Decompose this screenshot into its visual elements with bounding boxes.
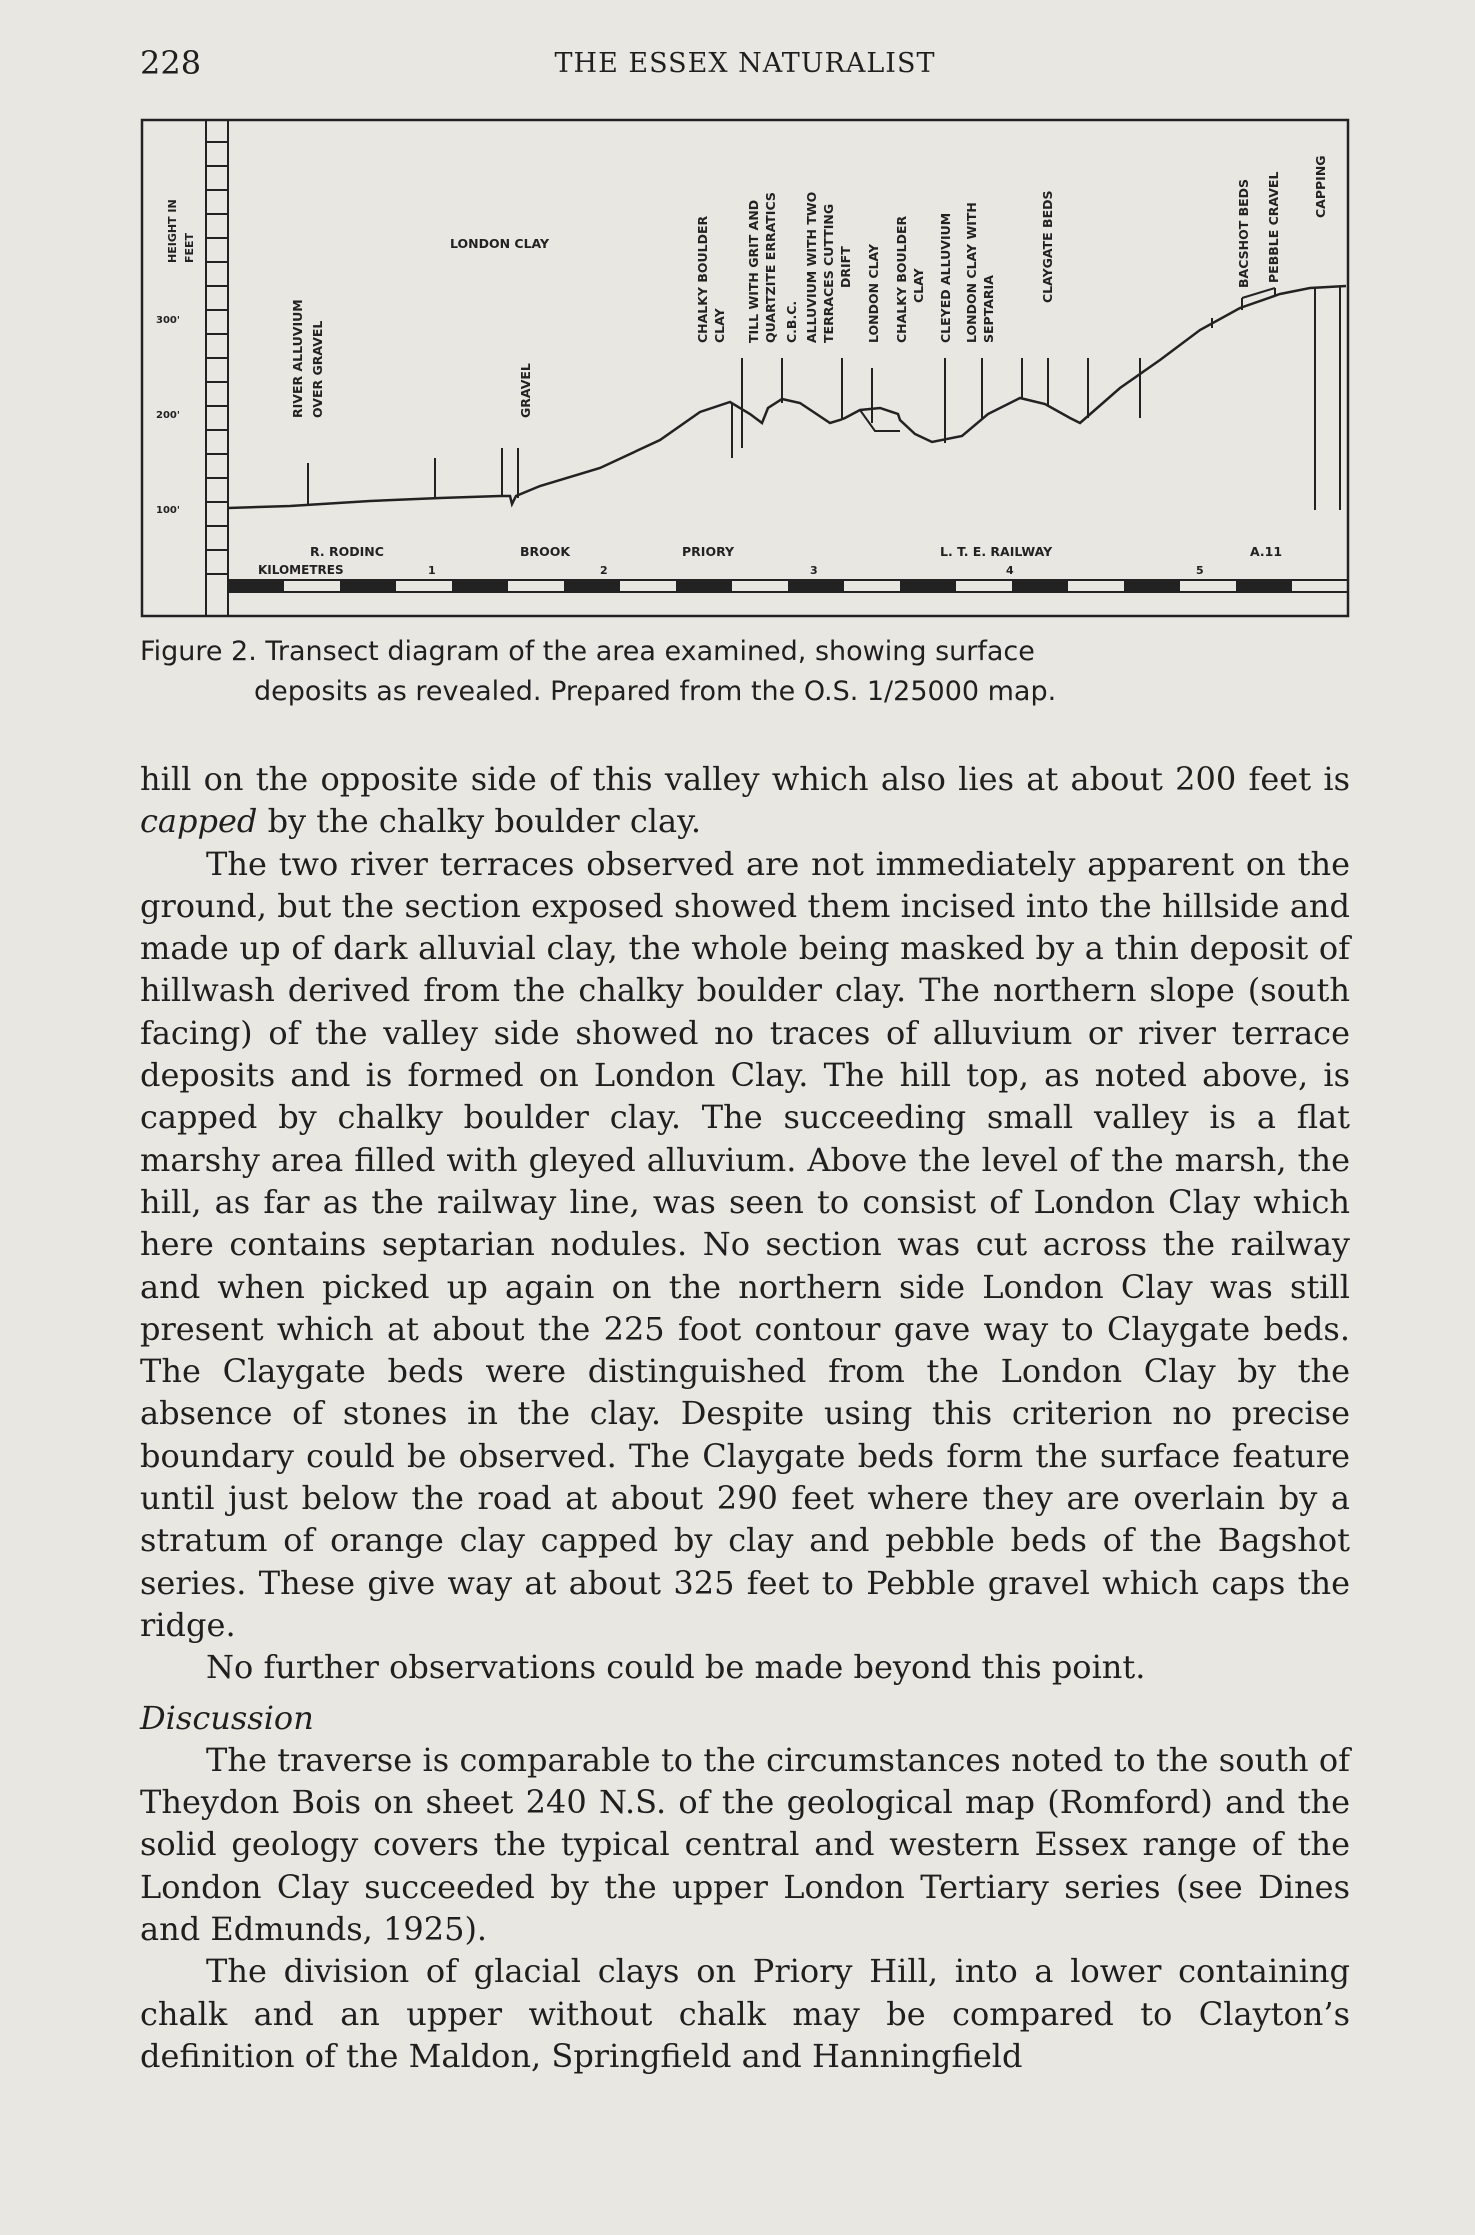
scale-bar-segment bbox=[900, 581, 956, 591]
paragraph-1-b: by the chalky boulder clay. bbox=[257, 802, 702, 841]
transect-diagram bbox=[140, 118, 1350, 620]
y-tick-300: 300' bbox=[156, 315, 180, 326]
place-a11: A.11 bbox=[1250, 544, 1283, 559]
scale-bar-segment bbox=[564, 581, 620, 591]
scale-ticks bbox=[206, 142, 228, 574]
x-axis-label: KILOMETRES bbox=[258, 563, 344, 577]
kilometre-scale-bar bbox=[228, 581, 1292, 591]
scale-bar-segment bbox=[340, 581, 396, 591]
y-tick-100: 100' bbox=[156, 505, 180, 516]
running-header bbox=[140, 44, 1350, 84]
scale-bar-segment bbox=[452, 581, 508, 591]
paragraph-5: The division of glacial clays on Priory Hill, into a lower containing chalk and an upper without chalk may be compared to Clayton’s definition of the Maldon, Springfield and Hanningfield bbox=[140, 1952, 1350, 2075]
place-brook: BROOK bbox=[520, 544, 571, 559]
x-tick-2: 2 bbox=[600, 564, 608, 577]
label-chalky-boulder-clay-2: CHALKY BOULDER bbox=[894, 215, 909, 343]
body-text bbox=[140, 758, 1350, 2077]
label-gravel: GRAVEL bbox=[518, 363, 533, 418]
x-tick-3: 3 bbox=[810, 564, 818, 577]
label-london-clay-septaria-2: SEPTARIA bbox=[981, 275, 996, 343]
scale-bar-segment bbox=[228, 581, 284, 591]
label-cbc: C.B.C. bbox=[784, 300, 799, 343]
label-river-alluvium-2: OVER GRAVEL bbox=[310, 320, 325, 418]
label-cleyed-alluvium: CLEYED ALLUVIUM bbox=[938, 212, 953, 343]
y-axis-label-2: FEET bbox=[183, 232, 196, 263]
label-london-clay-upper: LONDON CLAY bbox=[450, 236, 550, 251]
place-priory: PRIORY bbox=[682, 544, 735, 559]
caption-line-1: Figure 2. Transect diagram of the area examined, showing surface bbox=[140, 636, 1035, 667]
scale-bar-segment bbox=[676, 581, 732, 591]
label-london-clay-2: LONDON CLAY bbox=[866, 243, 881, 343]
y-tick-200: 200' bbox=[156, 410, 180, 421]
x-tick-1: 1 bbox=[428, 564, 436, 577]
caption-line-2: deposits as revealed. Prepared from the O.S. 1/25000 map. bbox=[254, 676, 1057, 707]
label-chalky-boulder-clay-1: CHALKY BOULDER bbox=[695, 215, 710, 343]
x-tick-5: 5 bbox=[1196, 564, 1204, 577]
place-river-roding: R. RODINC bbox=[310, 544, 384, 559]
scale-bar-segment bbox=[788, 581, 844, 591]
transect-figure bbox=[140, 118, 1350, 620]
label-chalky-boulder-clay-1b: CLAY bbox=[712, 308, 727, 343]
label-capping: CAPPING bbox=[1313, 155, 1328, 218]
scale-bar-segment bbox=[1124, 581, 1180, 591]
label-london-clay-septaria-1: LONDON CLAY WITH bbox=[964, 202, 979, 343]
paragraph-4: The traverse is comparable to the circumstances noted to the south of Theydon Bois on sheet 240 N.S. of the geological map (Romford) and the solid geology covers the typical central and western Essex range of the London Clay succeeded by the upper London Tertiary series (see Dines and Edmunds, 1925). bbox=[140, 1740, 1350, 1949]
journal-title: THE ESSEX NATURALIST bbox=[554, 48, 936, 79]
label-alluvium-terraces-3: DRIFT bbox=[838, 246, 853, 288]
figure-caption bbox=[140, 632, 1350, 712]
label-alluvium-terraces-1: ALLUVIUM WITH TWO bbox=[804, 191, 819, 343]
label-river-alluvium-1: RIVER ALLUVIUM bbox=[290, 299, 305, 418]
label-alluvium-terraces-2: TERRACES CUTTING bbox=[821, 203, 836, 343]
label-claygate-beds: CLAYGATE BEDS bbox=[1040, 190, 1055, 303]
paragraph-2: The two river terraces observed are not immediately apparent on the ground, but the section exposed showed them incised into the hillside and made up of dark alluvial clay, the whole being masked by a thin deposit of hillwash derived from the chalky boulder clay. The northern slope (south facing) of the valley side showed no traces of alluvium or river terrace deposits and is formed on London Clay. The hill top, as noted above, is capped by chalky boulder clay. The succeeding small valley is a flat marshy area filled with gleyed alluvium. Above the level of the marsh, the hill, as far as the railway line, was seen to consist of London Clay which here contains septarian nodules. No section was cut across the railway and when picked up again on the northern side London Clay was still present which at about the 225 foot contour gave way to Claygate beds. The Claygate beds were distinguished from the London Clay by the absence of stones in the clay. Despite using this criterion no precise boundary could be observed. The Claygate beds form the surface feature until just below the road at about 290 feet where they are overlain by a stratum of orange clay capped by clay and pebble beds of the Bagshot series. These give way at about 325 feet to Pebble gravel which caps the ridge. bbox=[140, 844, 1350, 1644]
place-lte-railway: L. T. E. RAILWAY bbox=[940, 544, 1053, 559]
scale-bar-segment bbox=[1236, 581, 1292, 591]
label-till-1: TILL WITH GRIT AND bbox=[746, 199, 761, 343]
y-axis-label-1: HEIGHT IN bbox=[166, 199, 179, 263]
paragraph-1-a: hill on the opposite side of this valley which also lies at about 200 feet is bbox=[140, 760, 1350, 798]
page-number: 228 bbox=[140, 44, 202, 82]
paragraph-1-emphasis: capped bbox=[140, 802, 258, 841]
x-tick-4: 4 bbox=[1006, 564, 1014, 577]
scale-bar-segment bbox=[1012, 581, 1068, 591]
paragraph-1 bbox=[140, 758, 1350, 843]
label-till-2: QUARTZITE ERRATICS bbox=[763, 192, 778, 343]
label-pebble-gravel: PEBBLE CRAVEL bbox=[1266, 171, 1281, 283]
section-heading-discussion: Discussion bbox=[140, 1698, 314, 1737]
label-bagshot-beds: BACSHOT BEDS bbox=[1236, 178, 1251, 288]
paragraph-3: No further observations could be made beyond this point. bbox=[206, 1648, 1146, 1687]
label-chalky-boulder-clay-2b: CLAY bbox=[911, 268, 926, 303]
